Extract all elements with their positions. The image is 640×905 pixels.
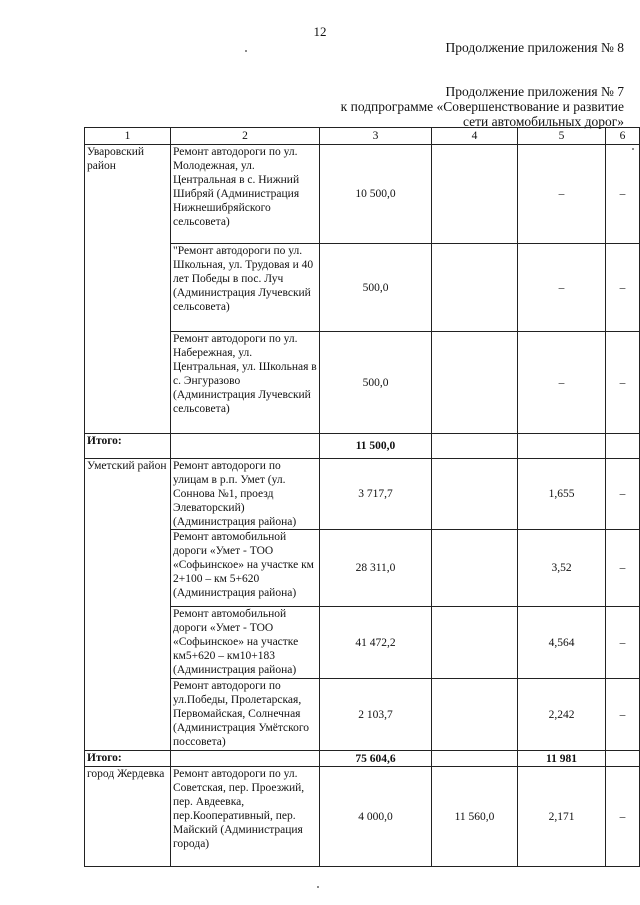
total-label: Итого:: [85, 751, 171, 767]
total-col3: 75 604,6: [320, 751, 432, 767]
total-col6: [606, 434, 640, 459]
work-description: Ремонт автодороги по ул. Советская, пер. Проезжий, пер. Авдеевка, пер.Кооперативный, пер. Майский (Администрация города): [171, 767, 320, 867]
amount-col5: 2,171: [518, 767, 606, 867]
amount-col5: 1,655: [518, 459, 606, 530]
total-col4: [432, 434, 518, 459]
amount-col6: –: [606, 459, 640, 530]
header-col-5: 5: [518, 128, 606, 145]
amount-col5: 3,52: [518, 530, 606, 607]
continuation-appendix-8: Продолжение приложения № 8: [445, 40, 624, 55]
amount-col3: 500,0: [320, 332, 432, 434]
amount-col5: –: [518, 244, 606, 332]
amount-col5: 2,242: [518, 679, 606, 751]
amount-col5: 4,564: [518, 607, 606, 679]
appendix-7-line2: к подпрограмме «Совершенствование и развитие: [340, 99, 624, 114]
total-row: [85, 751, 640, 767]
work-description: Ремонт автомобильной дороги «Умет - ТОО «Софьинское» на участке км5+620 – км10+183 (Администрация района): [171, 607, 320, 679]
work-description: Ремонт автодороги по улицам в р.п. Умет (ул. Соннова №1, проезд Элеваторский) (Администрация района): [171, 459, 320, 530]
page-number: 12: [313, 24, 327, 39]
amount-col6: –: [606, 679, 640, 751]
total-label: Итого:: [85, 434, 171, 459]
work-description: Ремонт автомобильной дороги «Умет - ТОО «Софьинское» на участке км 2+100 – км 5+620 (Администрация района): [171, 530, 320, 607]
total-col5: [518, 434, 606, 459]
amount-col6: –: [606, 767, 640, 867]
amount-col4: 11 560,0: [432, 767, 518, 867]
amount-col4: [432, 145, 518, 244]
amount-col6: –: [606, 145, 640, 244]
amount-col5: –: [518, 332, 606, 434]
work-description: Ремонт автодороги по ул. Молодежная, ул. Центральная в с. Нижний Шибряй (Администрация Нижнешибряйского сельсовета): [171, 145, 320, 244]
amount-col6: –: [606, 530, 640, 607]
header-col-4: 4: [432, 128, 518, 145]
amount-col3: 41 472,2: [320, 607, 432, 679]
program-table: [84, 127, 640, 867]
district-cell: Уметский район: [85, 459, 171, 751]
amount-col3: 10 500,0: [320, 145, 432, 244]
amount-col6: –: [606, 332, 640, 434]
total-desc-empty: [171, 434, 320, 459]
amount-col3: 28 311,0: [320, 530, 432, 607]
work-description: Ремонт автодороги по ул. Набережная, ул. Центральная, ул. Школьная в с. Энгуразово (Администрация Лучевский сельсовета): [171, 332, 320, 434]
header-col-2: 2: [171, 128, 320, 145]
appendix-7-line3: сети автомобильных дорог»: [463, 114, 624, 129]
amount-col4: [432, 679, 518, 751]
amount-col3: 500,0: [320, 244, 432, 332]
scan-speck: [245, 50, 247, 52]
amount-col4: [432, 607, 518, 679]
scan-speck: [317, 886, 319, 888]
district-cell: город Жердевка: [85, 767, 171, 867]
work-description: "Ремонт автодороги по ул. Школьная, ул. Трудовая и 40 лет Победы в пос. Луч (Администрация Лучевский сельсовета): [171, 244, 320, 332]
work-description: Ремонт автодороги по ул.Победы, Пролетарская, Первомайская, Солнечная (Администрация Умётского поссовета): [171, 679, 320, 751]
total-row: [85, 434, 640, 459]
total-col4: [432, 751, 518, 767]
amount-col3: 3 717,7: [320, 459, 432, 530]
total-col6: [606, 751, 640, 767]
total-desc-empty: [171, 751, 320, 767]
amount-col6: –: [606, 607, 640, 679]
amount-col5: –: [518, 145, 606, 244]
amount-col3: 2 103,7: [320, 679, 432, 751]
total-col3: 11 500,0: [320, 434, 432, 459]
amount-col4: [432, 332, 518, 434]
appendix-7-line1: Продолжение приложения № 7: [445, 84, 624, 99]
table-row: [85, 767, 640, 867]
table-row: [85, 145, 640, 244]
header-col-6: 6: [606, 128, 640, 145]
amount-col4: [432, 530, 518, 607]
table-row: [85, 459, 640, 530]
amount-col4: [432, 459, 518, 530]
table-header-row: [85, 128, 640, 145]
total-col5: 11 981: [518, 751, 606, 767]
header-col-3: 3: [320, 128, 432, 145]
district-cell: Уваровский район: [85, 145, 171, 434]
amount-col3: 4 000,0: [320, 767, 432, 867]
amount-col6: –: [606, 244, 640, 332]
appendix-7-header: [341, 84, 624, 129]
header-col-1: 1: [85, 128, 171, 145]
amount-col4: [432, 244, 518, 332]
